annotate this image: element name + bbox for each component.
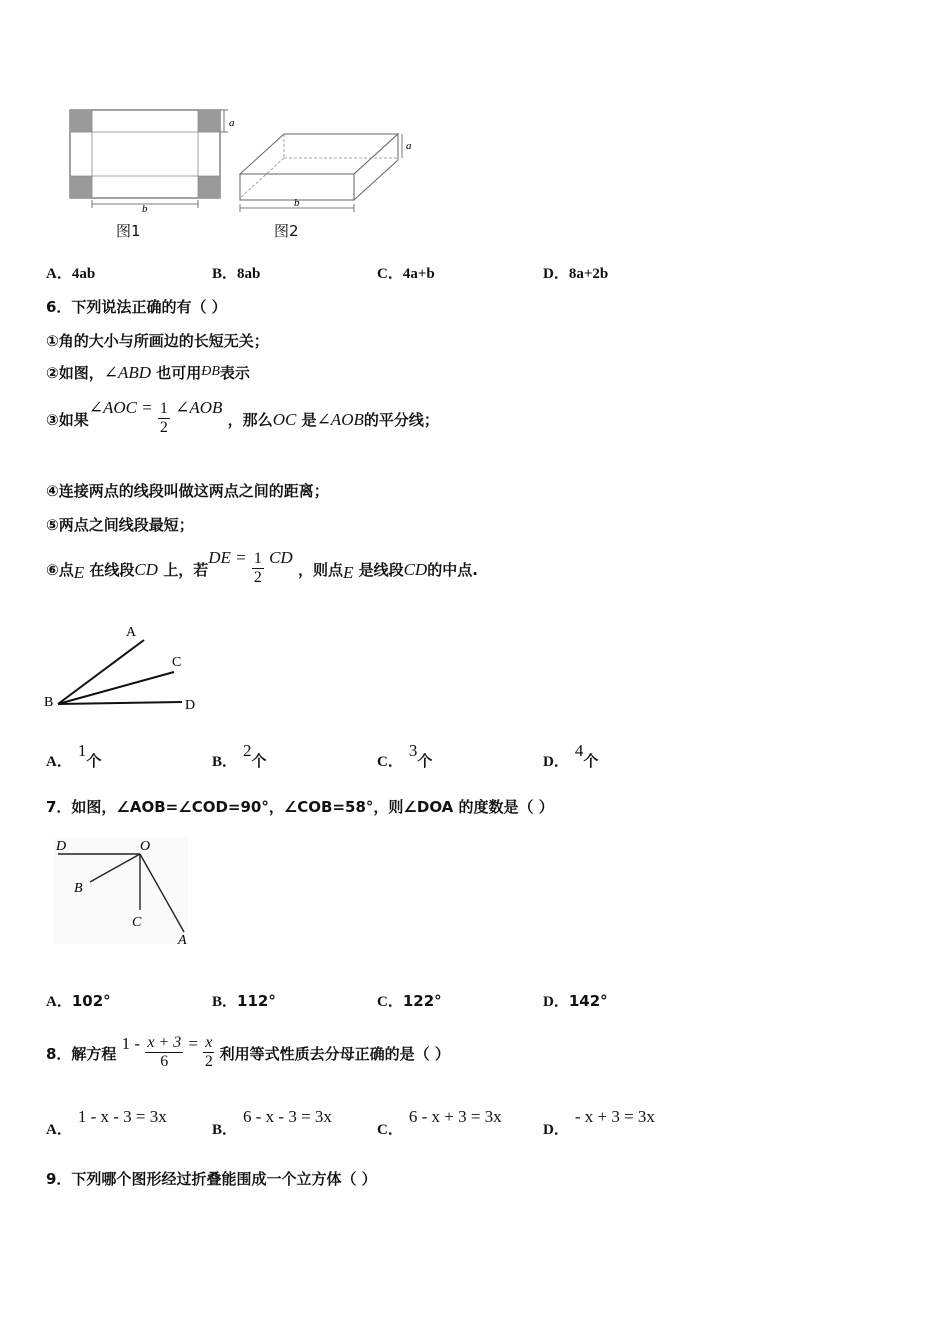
q5-option-b[interactable]: B．8ab (212, 266, 261, 282)
q5-option-d[interactable]: D．8a+2b (543, 266, 609, 282)
fig1-corner-tr (198, 110, 220, 132)
label-a: A (178, 933, 187, 948)
q6-option-a[interactable]: A．1个 (46, 741, 102, 770)
fig2-dim-a: a (406, 140, 412, 152)
q6-statement-3: ③如果∠AOC = $\frac{1}{2}$ ∠AOB ，那么OC 是∠AOB的平分线； (46, 398, 439, 436)
q9-stem: 9．下列哪个图形经过折叠能围成一个立方体（ ） (46, 1170, 377, 1188)
q6-statement-1: ①角的大小与所画边的长短无关； (46, 332, 269, 350)
q8-option-a[interactable]: A．1 - x - 3 = 3x (46, 1107, 167, 1138)
q6-angle-figure (40, 620, 210, 720)
q6-option-d[interactable]: D．4个 (543, 741, 599, 770)
ray-bc (58, 672, 174, 704)
figure1-label: 图1 (116, 222, 141, 240)
q8-option-c[interactable]: C．6 - x + 3 = 3x (377, 1107, 502, 1138)
ray-ba (58, 640, 144, 704)
q6-option-b[interactable]: B．2个 (212, 741, 267, 770)
q7-option-c[interactable]: C．122° (377, 992, 442, 1010)
q7-stem: 7．如图，∠AOB=∠COD=90°，∠COB=58°，则∠DOA 的度数是（ ） (46, 798, 554, 816)
q8-option-b[interactable]: B．6 - x - 3 = 3x (212, 1107, 332, 1138)
q7-option-a[interactable]: A．102° (46, 992, 111, 1010)
q6-option-c[interactable]: C．3个 (377, 741, 433, 770)
q8-stem: 8．解方程 1 - $\frac{x + 3}{6}$ = $\frac{x}{2}$ 利用等式性质去分母正确的是（ ） (46, 1034, 450, 1070)
label-d: D (56, 839, 67, 854)
q5-option-c[interactable]: C．4a+b (377, 266, 435, 282)
ray-bd (58, 702, 182, 704)
fig1-corner-br (198, 176, 220, 198)
q8-option-d[interactable]: D．- x + 3 = 3x (543, 1107, 655, 1138)
fig1-dim-b: b (142, 203, 148, 215)
q5-option-a[interactable]: A．4ab (46, 266, 96, 282)
label-d: D (185, 698, 196, 713)
q7-option-b[interactable]: B．112° (212, 992, 276, 1010)
fig1-corner-tl (70, 110, 92, 132)
fig1-corner-bl (70, 176, 92, 198)
q6-statement-2: ②如图，∠ABD 也可用ÐB表示 (46, 363, 250, 382)
label-b: B (74, 881, 83, 896)
q6-statement-5: ⑤两点之间线段最短； (46, 516, 194, 534)
label-b: B (44, 695, 54, 710)
q7-angle-figure (50, 832, 200, 952)
q5-figure1 (62, 104, 242, 216)
label-c: C (132, 915, 142, 930)
q7-option-d[interactable]: D．142° (543, 992, 608, 1010)
figure2-label: 图2 (274, 222, 299, 240)
fig1-sheet (70, 110, 220, 198)
q5-figure2 (232, 126, 422, 216)
q6-statement-4: ④连接两点的线段叫做这两点之间的距离； (46, 482, 329, 500)
label-c: C (172, 655, 182, 670)
q6-stem: 6．下列说法正确的有（ ） (46, 298, 227, 316)
fig1-dim-a: a (229, 117, 235, 129)
label-o: O (140, 839, 151, 854)
q6-statement-6: ⑥点E 在线段CD 上，若DE = $\frac{1}{2}$ CD ，则点E 是线段CD的中点. (46, 548, 478, 586)
label-a: A (126, 625, 137, 640)
fig2-dim-b: b (294, 197, 300, 209)
